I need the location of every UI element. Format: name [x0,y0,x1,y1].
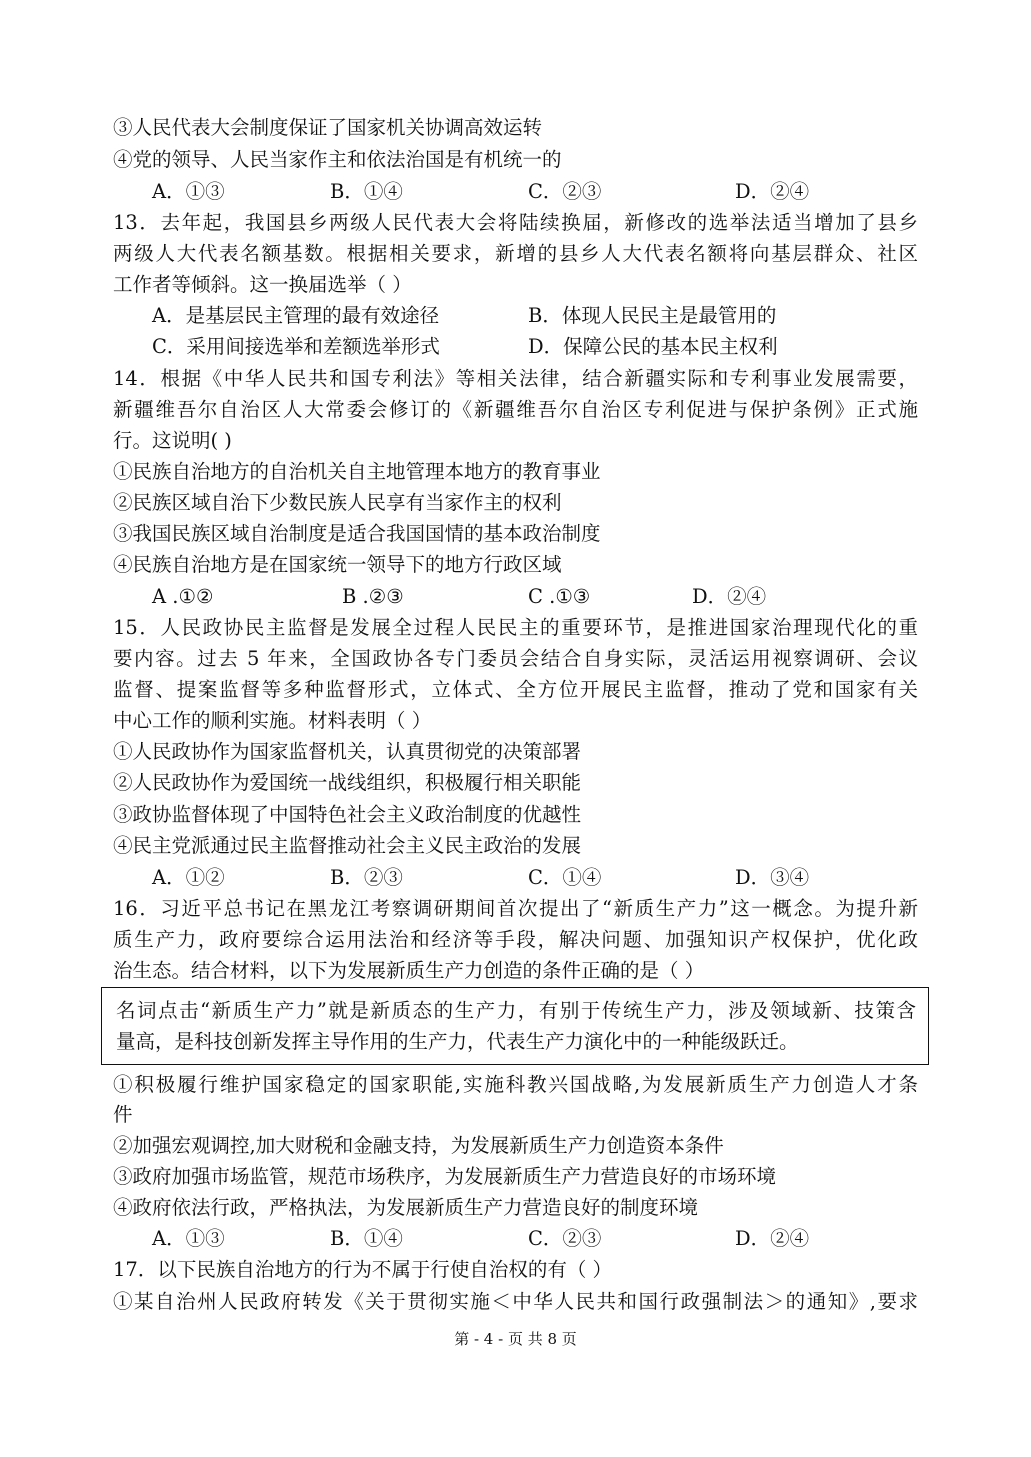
q14-statement-3: ③我国民族区域自治制度是适合我国国情的基本政治制度 [113,522,601,545]
option-b: B .②③ [342,585,404,608]
q16-statement-3: ③政府加强市场监管，规范市场秩序，为发展新质生产力营造良好的市场环境 [113,1165,777,1188]
option-d: D．②④ [692,585,767,608]
option-c: C．采用间接选举和差额选举形式 [152,335,440,358]
term-box-line-1: 名词点击“新质生产力”就是新质态的生产力，有别于传统生产力，涉及领域新、技策含 [116,999,916,1022]
q13-stem-line-2: 两级人大代表名额基数。根据相关要求，新增的县乡人大代表名额将向基层群众、社区 [113,242,918,265]
q16-options [152,1224,922,1254]
option-d: D．②④ [735,1227,810,1250]
q15-stem-line-2: 要内容。过去 5 年来，全国政协各专门委员会结合自身实际，灵活运用视察调研、会议 [113,647,918,670]
q16-stem-line-3: 治生态。结合材料，以下为发展新质生产力创造的条件正确的是（ ） [113,959,705,982]
q14-stem-line-1: 14．根据《中华人民共和国专利法》等相关法律，结合新疆实际和专利事业发展需要， [113,367,918,390]
page-footer: 第 - 4 - 页 共 8 页 [454,1330,577,1348]
option-d: D．②④ [735,180,810,203]
statement-4: ④党的领导、人民当家作主和依法治国是有机统一的 [113,148,562,171]
q15-statement-3: ③政协监督体现了中国特色社会主义政治制度的优越性 [113,803,582,826]
option-a: A．是基层民主管理的最有效途径 [152,304,440,327]
q17-stem: 17．以下民族自治地方的行为不属于行使自治权的有（ ） [113,1258,613,1281]
q14-stem-line-2: 新疆维吾尔自治区人大常委会修订的《新疆维吾尔自治区专利促进与保护条例》正式施 [113,398,918,421]
option-c: C．②③ [528,1227,602,1250]
option-b: B．①④ [330,1227,403,1250]
option-b: B．体现人民民主是最管用的 [528,304,777,327]
q15-stem-line-1: 15．人民政协民主监督是发展全过程人民民主的重要环节，是推进国家治理现代化的重 [113,616,918,639]
q14-statement-2: ②民族区域自治下少数民族人民享有当家作主的权利 [113,491,562,514]
q16-statement-1: ①积极履行维护国家稳定的国家职能,实施科教兴国战略,为发展新质生产力创造人才条 [113,1073,918,1096]
q15-statement-1: ①人民政协作为国家监督机关，认真贯彻党的决策部署 [113,740,582,763]
q14-options [152,582,922,612]
term-explanation-box [101,987,929,1065]
q15-stem-line-4: 中心工作的顺利实施。材料表明（ ） [113,709,432,732]
option-d: D．保障公民的基本民主权利 [528,335,778,358]
q15-statement-4: ④民主党派通过民主监督推动社会主义民主政治的发展 [113,834,582,857]
q13-stem-line-3: 工作者等倾斜。这一换届选举（ ） [113,273,412,296]
q13-options-row-2 [152,332,922,362]
q13-options-row-1 [152,301,922,331]
option-b: B．①④ [330,180,403,203]
q16-stem-line-1: 16．习近平总书记在黑龙江考察调研期间首次提出了“新质生产力”这一概念。为提升新 [113,897,918,920]
q14-stem-line-3: 行。这说明( ) [113,429,232,452]
option-a: A .①② [152,585,214,608]
q15-statement-2: ②人民政协作为爱国统一战线组织，积极履行相关职能 [113,771,582,794]
option-a: A．①② [152,866,225,889]
option-c: C .①③ [528,585,591,608]
option-a: A．①③ [152,180,225,203]
option-c: C．①④ [528,866,602,889]
term-box-line-2: 量高，是科技创新发挥主导作用的生产力，代表生产力演化中的一种能级跃迁。 [116,1030,799,1053]
option-b: B．②③ [330,866,403,889]
q16-statement-1-cont: 件 [113,1103,133,1126]
option-c: C．②③ [528,180,602,203]
q16-statement-4: ④政府依法行政，严格执法，为发展新质生产力营造良好的制度环境 [113,1196,699,1219]
q15-stem-line-3: 监督、提案监督等多种监督形式，立体式、全方位开展民主监督，推动了党和国家有关 [113,678,918,701]
q17-statement-1: ①某自治州人民政府转发《关于贯彻实施＜中华人民共和国行政强制法＞的通知》,要求 [113,1290,918,1313]
q13-stem-line-1: 13．去年起，我国县乡两级人民代表大会将陆续换届，新修改的选举法适当增加了县乡 [113,211,918,234]
option-a: A．①③ [152,1227,225,1250]
statement-3: ③人民代表大会制度保证了国家机关协调高效运转 [113,116,543,139]
option-d: D．③④ [735,866,810,889]
q16-statement-2: ②加强宏观调控,加大财税和金融支持，为发展新质生产力创造资本条件 [113,1134,724,1157]
q14-statement-1: ①民族自治地方的自治机关自主地管理本地方的教育事业 [113,460,601,483]
q15-options [152,863,922,893]
q14-statement-4: ④民族自治地方是在国家统一领导下的地方行政区域 [113,553,562,576]
q12-options [152,177,922,207]
q16-stem-line-2: 质生产力，政府要综合运用法治和经济等手段，解决问题、加强知识产权保护，优化政 [113,928,918,951]
